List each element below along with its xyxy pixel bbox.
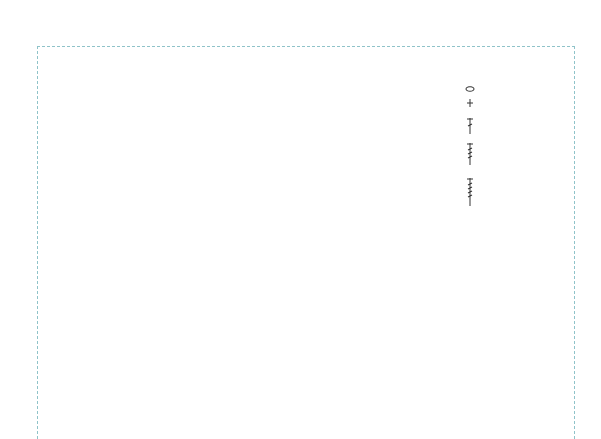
quad-crochet-icon (464, 177, 476, 209)
single-crochet-icon (464, 98, 476, 110)
triple-crochet-icon (464, 142, 476, 168)
chain-stitch-icon (464, 85, 476, 95)
double-crochet-icon (464, 117, 476, 137)
